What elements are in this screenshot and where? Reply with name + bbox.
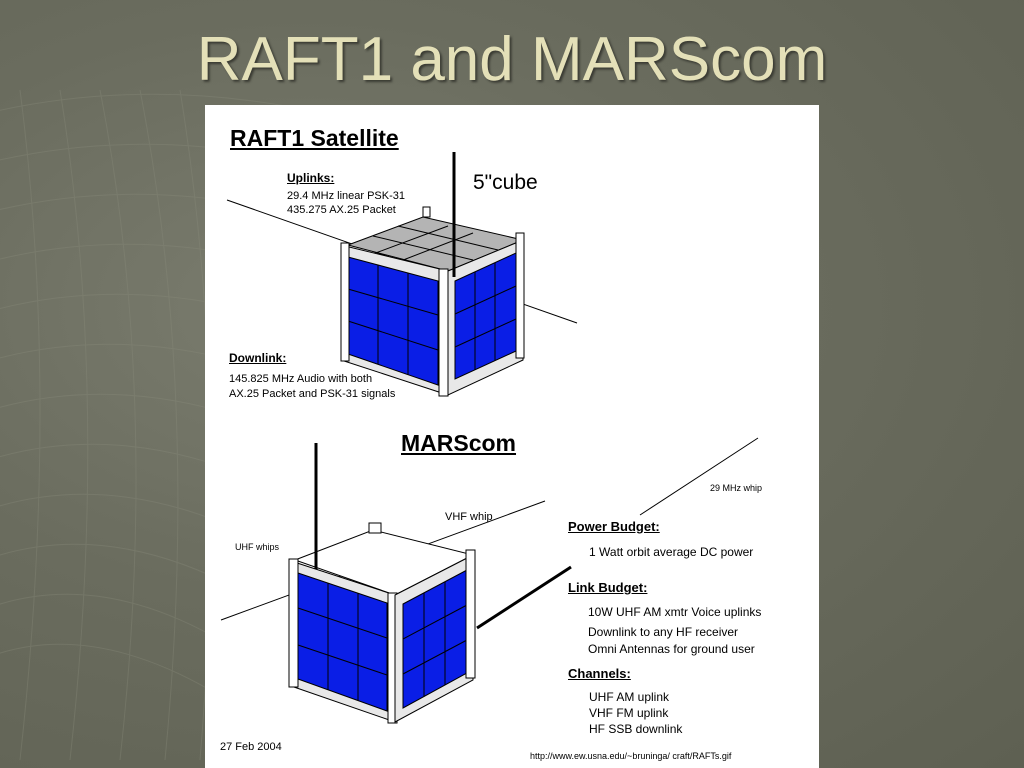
raft1-downlink-heading: Downlink: [229, 351, 287, 365]
channels-line2: VHF FM uplink [589, 706, 669, 720]
channels-heading: Channels: [568, 666, 631, 681]
link-budget-line1: 10W UHF AM xmtr Voice uplinks [588, 605, 762, 619]
raft1-top-nub [423, 207, 430, 217]
channels-line3: HF SSB downlink [589, 722, 683, 736]
raft1-downlink-line1: 145.825 MHz Audio with both [229, 373, 373, 385]
channels-line1: UHF AM uplink [589, 690, 670, 704]
marscom-whip-lower [477, 567, 571, 628]
marscom-whip-upper [640, 438, 758, 515]
raft1-post-left [341, 243, 349, 361]
marscom-title: MARScom [401, 430, 517, 456]
marscom-post-right [466, 550, 475, 678]
marscom-uhf-whips-label: UHF whips [235, 542, 280, 552]
link-budget-line2: Downlink to any HF receiver [588, 625, 739, 639]
link-budget-heading: Link Budget: [568, 580, 648, 595]
marscom-top-nub [369, 523, 381, 533]
raft1-downlink-line2: AX.25 Packet and PSK-31 signals [229, 388, 396, 400]
raft1-uplinks-line1: 29.4 MHz linear PSK-31 [287, 190, 405, 202]
footer-date: 27 Feb 2004 [220, 741, 282, 753]
link-budget-line3: Omni Antennas for ground user [588, 642, 755, 656]
power-budget-line1: 1 Watt orbit average DC power [589, 545, 754, 559]
marscom-vhf-whip-label: VHF whip [445, 511, 493, 523]
footer-url: http://www.ew.usna.edu/~bruninga/ craft/RAFTs.gif [530, 751, 732, 761]
raft1-uplinks-heading: Uplinks: [287, 171, 335, 185]
marscom-post-left [289, 559, 298, 687]
raft1-post-right [516, 233, 524, 358]
raft1-post-front [439, 269, 448, 396]
marscom-29mhz-whip-label: 29 MHz whip [710, 483, 763, 493]
power-budget-heading: Power Budget: [568, 519, 660, 534]
slide-title: RAFT1 and MARScom [196, 25, 828, 94]
raft1-size-label: 5"cube [473, 171, 538, 194]
raft1-uplinks-line2: 435.275 AX.25 Packet [287, 204, 396, 216]
raft1-title: RAFT1 Satellite [230, 125, 399, 151]
satellite-figure [205, 105, 819, 768]
